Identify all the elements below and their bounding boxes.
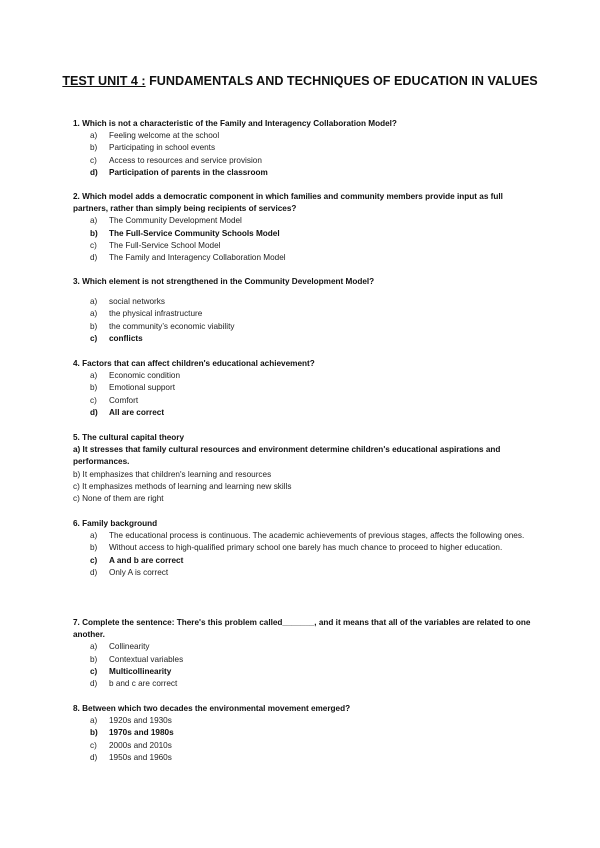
option-letter: b) xyxy=(90,728,98,738)
option-letter: c) xyxy=(90,155,97,165)
option-c xyxy=(73,395,533,407)
option-c xyxy=(73,740,533,752)
option-letter: c) xyxy=(90,240,97,250)
option-letter: d) xyxy=(90,407,98,417)
answer-line-correct: a) It stresses that family cultural resources and environment determine children's educational aspirations and performances. xyxy=(73,445,501,467)
question-text: 5. The cultural capital theory xyxy=(73,433,185,442)
options-list xyxy=(73,296,533,345)
option-text: Participating in school events xyxy=(109,143,216,153)
option-c xyxy=(73,240,533,252)
question-text: 1. Which is not a characteristic of the Family and Interagency Collaboration Model? xyxy=(73,119,397,128)
option-c-correct xyxy=(73,555,533,567)
option-d-correct xyxy=(73,167,533,179)
option-letter: c) xyxy=(90,740,97,750)
option-text: The Full-Service Community Schools Model xyxy=(109,228,280,238)
option-d xyxy=(73,752,533,764)
option-letter: a) xyxy=(90,531,98,541)
option-b xyxy=(73,382,533,394)
option-b xyxy=(73,142,533,154)
option-letter: a) xyxy=(90,297,98,307)
option-b-correct xyxy=(73,727,533,739)
option-letter: b) xyxy=(90,383,98,393)
option-letter: b) xyxy=(90,143,98,153)
title-text: FUNDAMENTALS AND TECHNIQUES OF EDUCATION IN VALUES xyxy=(145,74,538,88)
option-letter: d) xyxy=(90,167,98,177)
option-d-correct xyxy=(73,407,533,419)
option-letter: a) xyxy=(90,309,98,319)
question-4 xyxy=(73,358,533,419)
option-text: Contextual variables xyxy=(109,654,184,664)
option-text: 1920s and 1930s xyxy=(109,716,172,726)
option-letter: a) xyxy=(90,642,98,652)
question-text: 4. Factors that can affect children's educational achievement? xyxy=(73,359,315,368)
question-5 xyxy=(73,432,533,505)
option-a-2 xyxy=(73,308,533,320)
answer-line: c) It emphasizes methods of learning and learning new skills xyxy=(73,481,292,491)
option-d xyxy=(73,252,533,264)
option-c xyxy=(73,155,533,167)
question-text: 3. Which element is not strengthened in the Community Development Model? xyxy=(73,277,375,286)
option-c-correct xyxy=(73,666,533,678)
answer-line: c) None of them are right xyxy=(73,494,164,504)
option-text: Feeling welcome at the school xyxy=(109,131,220,141)
options-list xyxy=(73,370,533,419)
options-list xyxy=(73,130,533,179)
option-letter: a) xyxy=(90,371,98,381)
option-text: The Full-Service School Model xyxy=(109,240,221,250)
question-text: 6. Family background xyxy=(73,519,158,528)
option-letter: c) xyxy=(90,395,97,405)
option-text: 1970s and 1980s xyxy=(109,728,174,738)
option-letter: d) xyxy=(90,253,98,263)
option-a xyxy=(73,715,533,727)
option-letter: c) xyxy=(90,555,98,565)
options-list xyxy=(73,715,533,764)
question-8 xyxy=(73,703,533,764)
answer-line: b) It emphasizes that children's learning and resources xyxy=(73,469,272,479)
question-text: 7. Complete the sentence: There's this problem called_______, and it means that all of the variables are related to one another. xyxy=(73,618,531,640)
option-text: The Community Development Model xyxy=(109,216,242,226)
option-text: Access to resources and service provision xyxy=(109,155,262,165)
question-text: 2. Which model adds a democratic component in which families and community members provide input as full partners, rather than simply being recipients of services? xyxy=(73,192,503,214)
options-list xyxy=(73,641,533,690)
options-list xyxy=(73,215,533,264)
option-letter: a) xyxy=(90,716,98,726)
option-letter: c) xyxy=(90,666,98,676)
options-list xyxy=(73,530,533,579)
option-text: Emotional support xyxy=(109,383,175,393)
option-d xyxy=(73,678,533,690)
option-text: All are correct xyxy=(109,407,165,417)
option-a xyxy=(73,641,533,653)
option-a xyxy=(73,530,533,542)
option-text: the physical infrastructure xyxy=(109,309,203,319)
question-text: 8. Between which two decades the environmental movement emerged? xyxy=(73,704,351,713)
option-letter: a) xyxy=(90,216,98,226)
option-text: 1950s and 1960s xyxy=(109,752,172,762)
option-d xyxy=(73,567,533,579)
option-text: Economic condition xyxy=(109,371,180,381)
option-letter: c) xyxy=(90,333,98,343)
option-text: A and b are correct xyxy=(109,555,184,565)
question-3 xyxy=(73,276,533,345)
question-1 xyxy=(73,118,533,179)
option-b xyxy=(73,321,533,333)
option-text: Without access to high-qualified primary school one barely has much chance to proceed to higher education. xyxy=(109,543,503,553)
question-6 xyxy=(73,518,533,579)
option-letter: a) xyxy=(90,131,98,141)
option-a xyxy=(73,130,533,142)
option-a xyxy=(73,370,533,382)
question-2 xyxy=(73,191,533,264)
option-b xyxy=(73,654,533,666)
title-unit: TEST UNIT 4 : xyxy=(62,74,146,88)
option-text: the community’s economic viability xyxy=(109,321,235,331)
option-letter: b) xyxy=(90,654,98,664)
option-text: Multicollinearity xyxy=(109,666,172,676)
option-text: The educational process is continuous. The academic achievements of previous stages, affects the following ones. xyxy=(109,531,525,541)
option-text: The Family and Interagency Collaboration Model xyxy=(109,253,286,263)
option-c-correct xyxy=(73,333,533,345)
option-text: Only A is correct xyxy=(109,567,169,577)
option-letter: d) xyxy=(90,752,98,762)
option-text: social networks xyxy=(109,297,165,307)
option-letter: b) xyxy=(90,228,98,238)
option-letter: b) xyxy=(90,321,98,331)
option-b-correct xyxy=(73,228,533,240)
option-text: conflicts xyxy=(109,333,143,343)
option-text: b and c are correct xyxy=(109,679,178,689)
option-text: Comfort xyxy=(109,395,139,405)
option-letter: d) xyxy=(90,679,98,689)
option-a xyxy=(73,215,533,227)
page-title xyxy=(60,72,540,91)
option-text: Collinearity xyxy=(109,642,150,652)
option-b xyxy=(73,542,533,554)
option-letter: b) xyxy=(90,543,98,553)
option-letter: d) xyxy=(90,567,98,577)
option-text: 2000s and 2010s xyxy=(109,740,172,750)
option-text: Participation of parents in the classroom xyxy=(109,167,268,177)
question-7 xyxy=(73,617,533,690)
option-a xyxy=(73,296,533,308)
